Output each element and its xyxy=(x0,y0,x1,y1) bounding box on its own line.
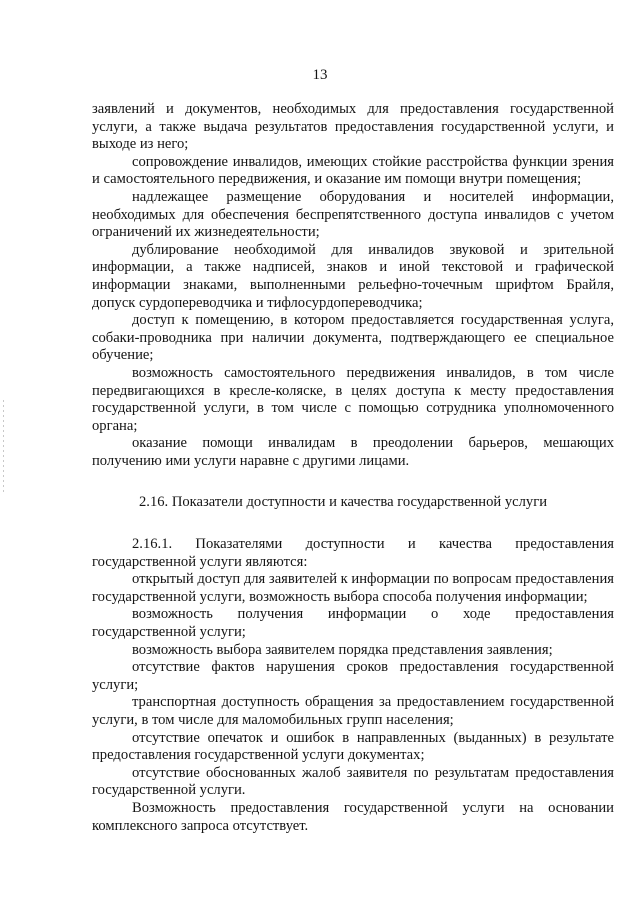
paragraph-continuation: заявлений и документов, необходимых для предоставления государственной услуги, а также выдача результатов предоставления государственной услуги, и выходе из него; xyxy=(92,101,614,153)
paragraph-barriers: оказание помощи инвалидам в преодолении барьеров, мешающих получению ими услуги наравне с другими лицами. xyxy=(92,435,614,469)
indicator-deadlines: отсутствие фактов нарушения сроков предоставления государственной услуги; xyxy=(92,659,614,693)
paragraph-escort: сопровождение инвалидов, имеющих стойкие расстройства функции зрения и самостоятельного передвижения, и оказание им помощи внутри помещения; xyxy=(92,153,614,188)
section-heading: 2.16. Показатели доступности и качества государственной услуги xyxy=(139,494,548,511)
indicator-no-typos: отсутствие опечаток и ошибок в направленных (выданных) в результате предоставления государственной услуги документах; xyxy=(92,729,614,764)
indicator-submission-choice: возможность выбора заявителем порядка представления заявления; xyxy=(132,641,553,658)
indicator-open-access: открытый доступ для заявителей к информации по вопросам предоставления государственной услуги, возможность выбора способа получения информации; xyxy=(92,571,614,605)
paragraph-braille: дублирование необходимой для инвалидов звуковой и зрительной информации, а также надписей, знаков и иной текстовой и графической информации знаками, выполненными рельефно-точечным шрифтом Брайля, допуск сурдопереводчика и тифлосурдопереводчика; xyxy=(92,241,614,311)
paragraph-equipment: надлежащее размещение оборудования и носителей информации, необходимых для обеспечения беспрепятственного доступа инвалидов с учетом ограничений их жизнедеятельности; xyxy=(92,188,614,241)
document-body xyxy=(92,101,614,835)
scan-edge-mark xyxy=(3,400,4,492)
paragraph-mobility: возможность самостоятельного передвижения инвалидов, в том числе передвигающихся в кресле-коляске, в целях доступа к месту предоставления государственной услуги, в том числе с помощью сотрудника уполномоченного органа; xyxy=(92,364,614,434)
paragraph-guide-dog: доступ к помещению, в котором предоставляется государственная услуга, собаки-проводника при наличии документа, подтверждающего ее специальное обучение; xyxy=(92,312,614,364)
subsection-intro: 2.16.1. Показателями доступности и качества предоставления государственной услуги являются: xyxy=(92,536,614,570)
paragraph-complex-request: Возможность предоставления государственной услуги на основании комплексного запроса отсутствует. xyxy=(92,799,614,834)
indicator-transport: транспортная доступность обращения за предоставлением государственной услуги, в том числе для маломобильных групп населения; xyxy=(92,694,614,728)
indicator-no-complaints: отсутствие обоснованных жалоб заявителя по результатам предоставления государственной услуги. xyxy=(92,764,614,799)
indicator-progress-info: возможность получения информации о ходе предоставления государственной услуги; xyxy=(92,606,614,641)
page-number: 13 xyxy=(312,67,328,83)
